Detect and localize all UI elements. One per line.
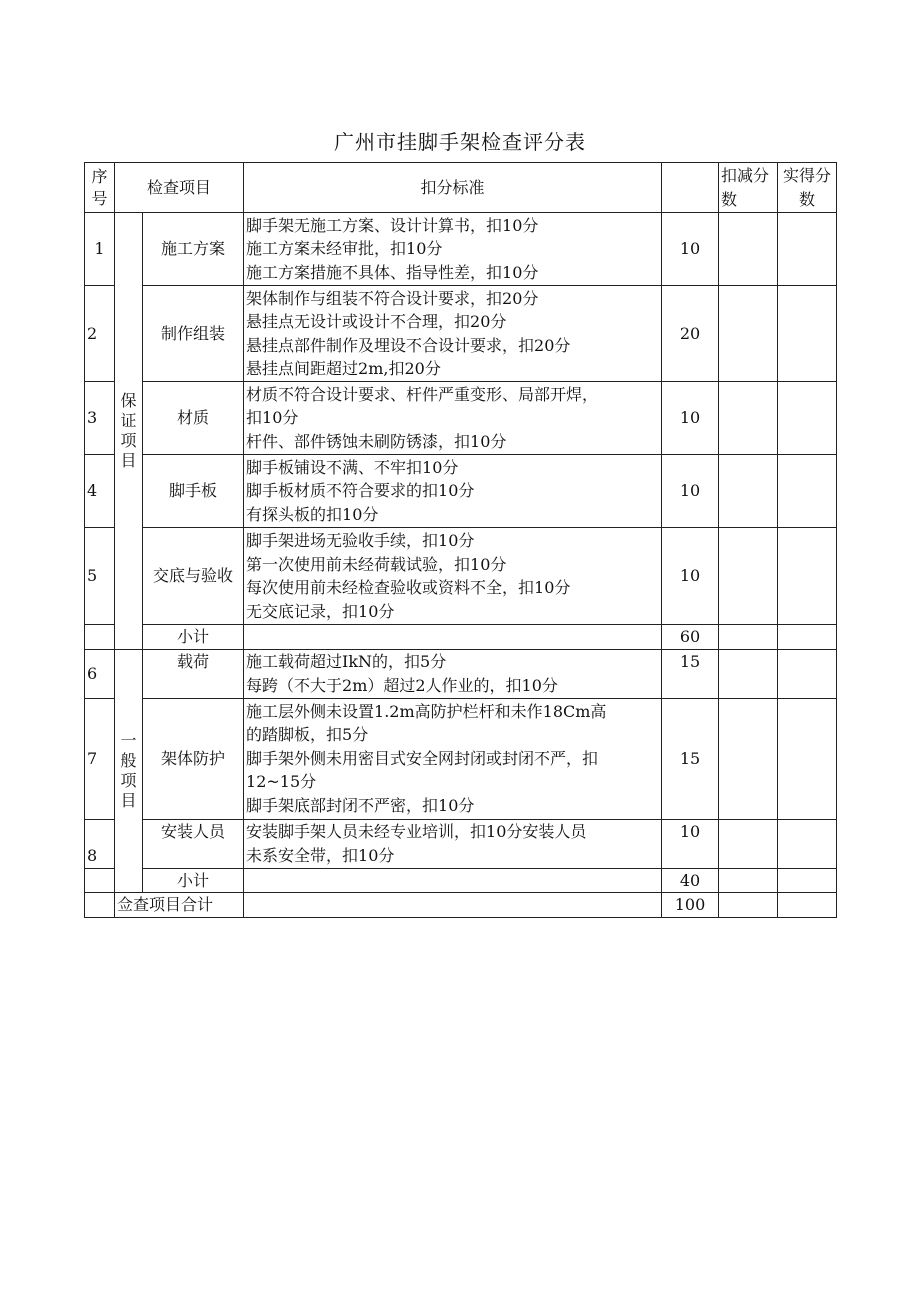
table-row (85, 698, 837, 819)
total-standard (244, 893, 662, 918)
subtotal-deduct (719, 625, 778, 650)
subtotal-score: 60 (662, 625, 719, 650)
row-standard: 安装脚手架人员未经专业培训，扣10分安装人员 未系安全带，扣10分 (244, 819, 662, 868)
row-seq: 4 (85, 455, 115, 528)
row-actual (778, 649, 837, 698)
row-score: 10 (662, 528, 719, 625)
subtotal-row (85, 625, 837, 650)
row-standard: 施工层外侧未设置1.2m高防护栏杆和未作18Cm高 的踏脚板，扣5分 脚手架外侧未用密目式安全网封闭或封闭不严，扣 12~15分 脚手架底部封闭不严密，扣10分 (244, 698, 662, 819)
subtotal-row (85, 868, 837, 893)
row-deduct (719, 455, 778, 528)
header-score-blank (662, 163, 719, 213)
row-item: 安装人员 (143, 819, 244, 868)
row-standard: 架体制作与组装不符合设计要求，扣20分 悬挂点无设计或设计不合理，扣20分 悬挂点部件制作及埋设不合设计要求，扣20分 悬挂点间距超过2m,扣20分 (244, 286, 662, 382)
row-seq: 2 (85, 286, 115, 382)
header-seq: 序 号 (85, 163, 115, 213)
row-seq: 7 (85, 698, 115, 819)
row-actual (778, 382, 837, 455)
row-standard: 施工载荷超过IkN的，扣5分 每跨（不大于2m）超过2人作业的，扣10分 (244, 649, 662, 698)
subtotal-label: 小计 (143, 625, 244, 650)
row-actual (778, 819, 837, 868)
row-item: 脚手板 (143, 455, 244, 528)
row-deduct (719, 819, 778, 868)
total-score: 100 (662, 893, 719, 918)
row-deduct (719, 213, 778, 286)
row-item: 交底与验收 (143, 528, 244, 625)
row-score: 20 (662, 286, 719, 382)
row-seq: 1 (85, 213, 115, 286)
row-score: 15 (662, 698, 719, 819)
row-deduct (719, 528, 778, 625)
row-seq: 5 (85, 528, 115, 625)
table-row (85, 819, 837, 868)
row-seq: 8 (85, 819, 115, 868)
table-row (85, 649, 837, 698)
subtotal-score: 40 (662, 868, 719, 893)
header-actual: 实得分数 (778, 163, 837, 213)
row-item: 架体防护 (143, 698, 244, 819)
group-guarantee: 保 证 项 目 (115, 213, 143, 650)
table-row (85, 286, 837, 382)
subtotal-actual (778, 868, 837, 893)
total-seq (85, 893, 115, 918)
row-score: 15 (662, 649, 719, 698)
row-score: 10 (662, 382, 719, 455)
row-actual (778, 698, 837, 819)
row-standard: 脚手架进场无验收手续，扣10分 第一次使用前未经荷载试验，扣10分 每次使用前未经检查验收或资料不全，扣10分 无交底记录，扣10分 (244, 528, 662, 625)
row-standard: 材质不符合设计要求、杆件严重变形、局部开焊， 扣10分 杆件、部件锈蚀未刷防锈漆，扣10分 (244, 382, 662, 455)
total-label: 佥查项目合计 (115, 893, 244, 918)
subtotal-standard (244, 625, 662, 650)
total-row (85, 893, 837, 918)
row-actual (778, 213, 837, 286)
subtotal-seq (85, 868, 115, 893)
subtotal-label: 小计 (143, 868, 244, 893)
row-item: 材质 (143, 382, 244, 455)
score-table (84, 162, 837, 918)
row-seq: 6 (85, 649, 115, 698)
subtotal-standard (244, 868, 662, 893)
subtotal-actual (778, 625, 837, 650)
group-general: 一 般 项 目 (115, 649, 143, 893)
header-standard: 扣分标准 (244, 163, 662, 213)
row-score: 10 (662, 455, 719, 528)
page-title: 广州市挂脚手架检查评分表 (334, 130, 586, 154)
table-row (85, 528, 837, 625)
row-deduct (719, 698, 778, 819)
row-item: 载荷 (143, 649, 244, 698)
row-standard: 脚手架无施工方案、设计计算书，扣10分 施工方案未经审批，扣10分 施工方案措施不具体、指导性差，扣10分 (244, 213, 662, 286)
row-deduct (719, 382, 778, 455)
subtotal-deduct (719, 868, 778, 893)
header-deduct: 扣减分数 (719, 163, 778, 213)
table-row (85, 455, 837, 528)
subtotal-seq (85, 625, 115, 650)
row-item: 制作组装 (143, 286, 244, 382)
total-deduct (719, 893, 778, 918)
table-row (85, 213, 837, 286)
header-row (85, 163, 837, 213)
row-deduct (719, 286, 778, 382)
row-score: 10 (662, 819, 719, 868)
header-item: 检查项目 (115, 163, 244, 213)
row-standard: 脚手板铺设不满、不牢扣10分 脚手板材质不符合要求的扣10分 有探头板的扣10分 (244, 455, 662, 528)
row-actual (778, 455, 837, 528)
table-row (85, 382, 837, 455)
row-actual (778, 286, 837, 382)
row-deduct (719, 649, 778, 698)
row-item: 施工方案 (143, 213, 244, 286)
row-score: 10 (662, 213, 719, 286)
total-actual (778, 893, 837, 918)
row-seq: 3 (85, 382, 115, 455)
row-actual (778, 528, 837, 625)
